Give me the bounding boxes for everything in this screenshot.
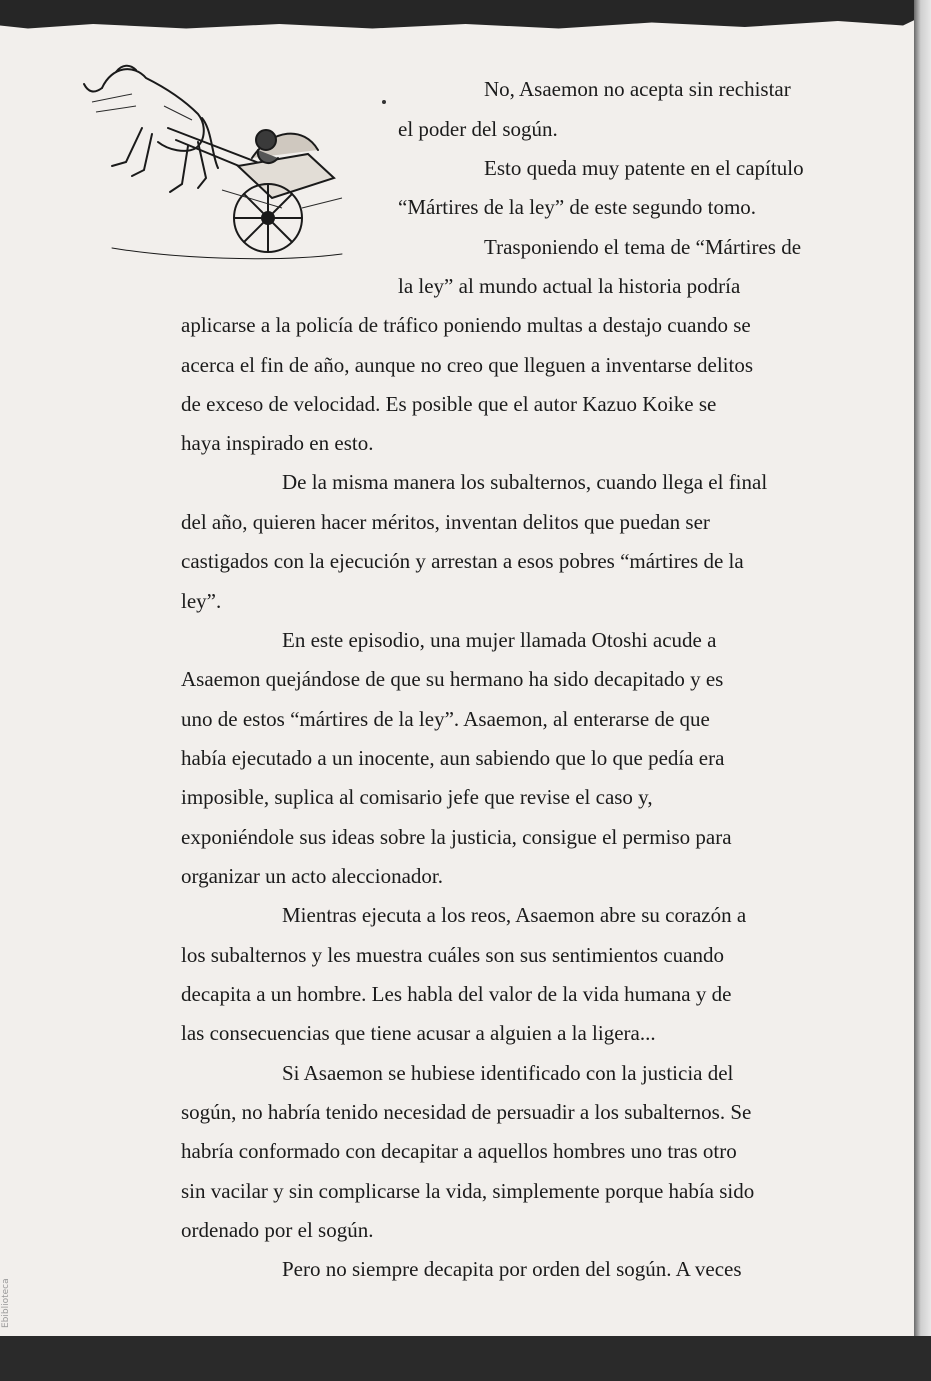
text-line: habría conformado con decapitar a aquellos hombres uno tras otro: [181, 1139, 737, 1163]
text-line: ley”.: [181, 589, 222, 613]
text-line: Trasponiendo el tema de “Mártires de: [484, 235, 802, 259]
text-line: En este episodio, una mujer llamada Otoshi acude a: [282, 628, 717, 652]
text-line: Pero no siempre decapita por orden del sogún. A veces: [282, 1257, 742, 1281]
text-line: del año, quieren hacer méritos, inventan delitos que puedan ser: [181, 510, 710, 534]
text-line: sin vacilar y sin complicarse la vida, simplemente porque había sido: [181, 1179, 755, 1203]
text-line: los subalternos y les muestra cuáles son sus sentimientos cuando: [181, 943, 724, 967]
watermark: Ebiblioteca: [1, 1278, 11, 1328]
text-line: Asaemon quejándose de que su hermano ha sido decapitado y es: [181, 667, 724, 691]
text-line: el poder del sogún.: [398, 117, 558, 141]
text-line: Si Asaemon se hubiese identificado con la justicia del: [282, 1061, 734, 1085]
text-line: acerca el fin de año, aunque no creo que lleguen a inventarse delitos: [181, 353, 753, 377]
text-line: Mientras ejecuta a los reos, Asaemon abre su corazón a: [282, 903, 747, 927]
text-line: las consecuencias que tiene acusar a alguien a la ligera...: [181, 1021, 656, 1045]
text-line: uno de estos “mártires de la ley”. Asaemon, al enterarse de que: [181, 707, 710, 731]
text-line: Esto queda muy patente en el capítulo: [484, 156, 804, 180]
text-line: haya inspirado en esto.: [181, 431, 374, 455]
text-line: castigados con la ejecución y arrestan a esos pobres “mártires de la: [181, 549, 744, 573]
text-line: decapita a un hombre. Les habla del valor de la vida humana y de: [181, 982, 732, 1006]
text-line: exponiéndole sus ideas sobre la justicia, consigue el permiso para: [181, 825, 732, 849]
text-line: ordenado por el sogún.: [181, 1218, 374, 1242]
text-line: aplicarse a la policía de tráfico poniendo multas a destajo cuando se: [181, 313, 751, 337]
text-line: “Mártires de la ley” de este segundo tomo.: [398, 195, 757, 219]
text-line: No, Asaemon no acepta sin rechistar: [484, 77, 791, 101]
text-line: sogún, no habría tenido necesidad de persuadir a los subalternos. Se: [181, 1100, 752, 1124]
text-line: organizar un acto aleccionador.: [181, 864, 443, 888]
text-line: había ejecutado a un inocente, aun sabiendo que lo que pedía era: [181, 746, 725, 770]
text-line: la ley” al mundo actual la historia podría: [398, 274, 741, 298]
text-line: De la misma manera los subalternos, cuando llega el final: [282, 470, 768, 494]
text-line: imposible, suplica al comisario jefe que revise el caso y,: [181, 785, 653, 809]
text-line: de exceso de velocidad. Es posible que el autor Kazuo Koike se: [181, 392, 717, 416]
